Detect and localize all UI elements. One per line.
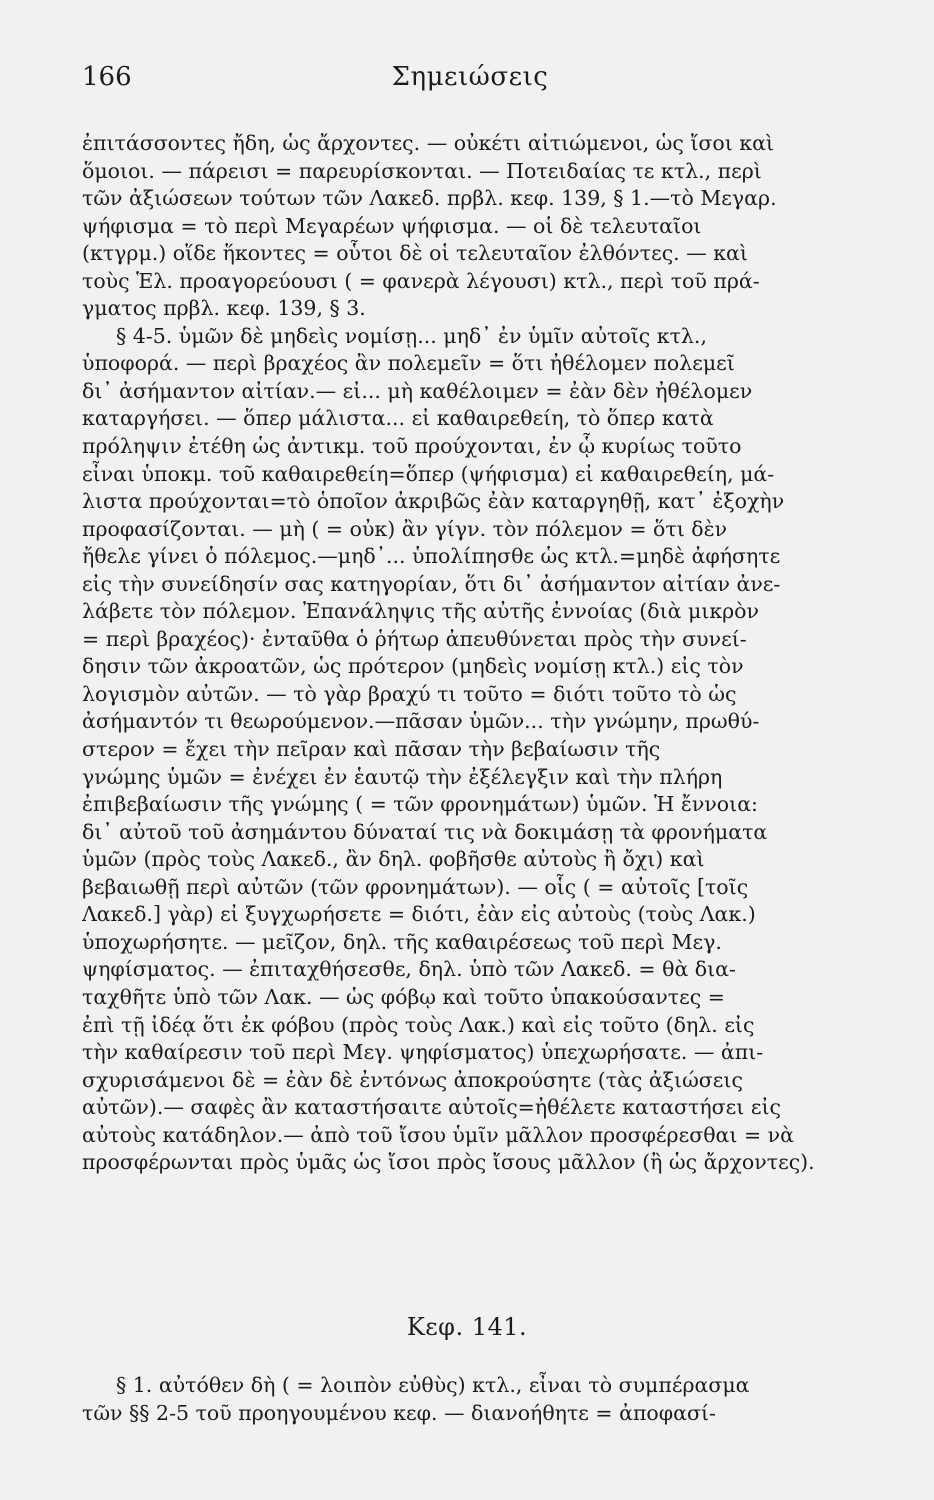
text-line: § 4-5. ὑμῶν δὲ μηδεὶς νομίσῃ... μηδ᾽ ἐν ὑμῖν αὐτοῖς κτλ., xyxy=(116,323,707,348)
text-line: εἶναι ὑποκμ. τοῦ καθαιρεθείη=ὅπερ (ψήφισμα) εἰ καθαιρεθείη, μά- xyxy=(82,461,775,486)
text-line: λιστα προύχονται=τὸ ὁποῖον ἀκριβῶς ἐὰν καταργηθῇ, κατ᾽ ἐξοχὴν xyxy=(82,489,785,514)
text-line: ἀσήμαντόν τι θεωρούμενον.—πᾶσαν ὑμῶν... τὴν γνώμην, πρωθύ- xyxy=(82,709,760,734)
text-line: ψήφισμα = τὸ περὶ Μεγαρέων ψήφισμα. — οἱ δὲ τελευταῖοι xyxy=(82,213,702,238)
text-line: προσφέρωνται πρὸς ὑμᾶς ὡς ἴσοι πρὸς ἴσους μᾶλλον (ἢ ὡς ἄρχοντες). xyxy=(82,1150,815,1175)
text-line: ταχθῆτε ὑπὸ τῶν Λακ. — ὡς φόβῳ καὶ τοῦτο ὑπακούσαντες = xyxy=(82,984,725,1009)
text-line: § 1. αὐτόθεν δὴ ( = λοιπὸν εὐθὺς) κτλ., εἶναι τὸ συμπέρασμα xyxy=(116,1373,750,1397)
running-title: Σημειώσεις xyxy=(391,62,549,92)
chapter-heading: Κεφ. 141. xyxy=(406,1313,528,1341)
text-line: ἐπιτάσσοντες ἤδη, ὡς ἄρχοντες. — οὐκέτι αἰτιώμενοι, ὡς ἴσοι καὶ xyxy=(82,131,774,155)
text-line: γνώμης ὑμῶν = ἐνέχει ἐν ἑαυτῷ τὴν ἐξέλεγξιν καὶ τὴν πλήρη xyxy=(82,764,723,789)
text-line: λογισμὸν αὐτῶν. — τὸ γὰρ βραχύ τι τοῦτο = διότι τοῦτο τὸ ὡς xyxy=(82,681,737,706)
text-line: = περὶ βραχέος)· ἐνταῦθα ὁ ῥήτωρ ἀπευθύνεται πρὸς τὴν συνεί- xyxy=(82,626,747,651)
text-line: ψηφίσματος. — ἐπιταχθήσεσθε, δηλ. ὑπὸ τῶν Λακεδ. = θὰ δια- xyxy=(82,957,736,982)
text-line: ὅμοιοι. — πάρεισι = παρευρίσκονται. — Ποτειδαίας τε κτλ., περὶ xyxy=(82,158,762,183)
text-line: προφασίζονται. — μὴ ( = οὐκ) ἂν γίγν. τὸν πόλεμον = ὅτι δὲν xyxy=(82,516,728,541)
text-line: σχυρισάμενοι δὲ = ἐὰν δὲ ἐντόνως ἀποκρούσητε (τὰς ἀξιώσεις xyxy=(82,1067,743,1092)
text-line: βεβαιωθῇ περὶ αὐτῶν (τῶν φρονημάτων). — οἷς ( = αὐτοῖς [τοῖς xyxy=(82,874,749,899)
text-line: (κτγρμ.) οἵδε ἥκοντες = οὗτοι δὲ οἱ τελευταῖον ἐλθόντες. — καὶ xyxy=(82,241,748,266)
text-line: αὐτῶν).— σαφὲς ἂν καταστήσαιτε αὐτοῖς=ἠθέλετε καταστήσει εἰς xyxy=(82,1095,781,1120)
text-line: τῶν ἀξιώσεων τούτων τῶν Λακεδ. πρβλ. κεφ. 139, § 1.—τὸ Μεγαρ. xyxy=(82,186,777,211)
text-line: ὑποχωρήσητε. — μεῖζον, δηλ. τῆς καθαιρέσεως τοῦ περὶ Μεγ. xyxy=(82,929,722,954)
commentary-text xyxy=(82,130,858,1177)
text-line: Λακεδ.] γὰρ) εἰ ξυγχωρήσετε = διότι, ἐὰν εἰς αὐτοὺς (τοὺς Λακ.) xyxy=(82,902,756,927)
page-number: 166 xyxy=(82,62,132,92)
text-line: πρόληψιν ἐτέθη ὡς ἀντικμ. τοῦ προύχονται, ἐν ᾧ κυρίως τοῦτο xyxy=(82,434,742,459)
text-line: ἤθελε γίνει ὁ πόλεμος.—μηδ᾽... ὑπολίπησθε ὡς κτλ.=μηδὲ ἀφήσητε xyxy=(82,544,781,569)
text-line: τὴν καθαίρεσιν τοῦ περὶ Μεγ. ψηφίσματος) ὑπεχωρήσατε. — ἀπι- xyxy=(82,1040,764,1065)
text-line: ἐπὶ τῇ ἰδέᾳ ὅτι ἐκ φόβου (πρὸς τοὺς Λακ.) καὶ εἰς τοῦτο (δηλ. εἰς xyxy=(82,1012,755,1037)
text-line: γματος πρβλ. κεφ. 139, § 3. xyxy=(82,296,366,321)
text-line: εἰς τὴν συνείδησίν σας κατηγορίαν, ὅτι δι᾽ ἀσήμαντον αἰτίαν ἀνε- xyxy=(82,571,781,596)
text-line: ἐπιβεβαίωσιν τῆς γνώμης ( = τῶν φρονημάτων) ὑμῶν. Ἡ ἔννοια: xyxy=(82,792,758,817)
text-line: δι᾽ αὐτοῦ τοῦ ἀσημάντου δύναταί τις νὰ δοκιμάσῃ τὰ φρονήματα xyxy=(82,819,768,844)
chapter-commentary-text xyxy=(82,1372,858,1427)
text-line: ὑμῶν (πρὸς τοὺς Λακεδ., ἂν δηλ. φοβῆσθε αὐτοὺς ἢ ὄχι) καὶ xyxy=(82,847,705,872)
text-line: στερον = ἔχει τὴν πεῖραν καὶ πᾶσαν τὴν βεβαίωσιν τῆς xyxy=(82,737,661,762)
text-line: τοὺς Ἑλ. προαγορεύουσι ( = φανερὰ λέγουσι) κτλ., περὶ τοῦ πρά- xyxy=(82,268,760,293)
text-line: λάβετε τὸν πόλεμον. Ἐπανάληψις τῆς αὐτῆς ἐννοίας (διὰ μικρὸν xyxy=(82,599,759,624)
text-line: τῶν §§ 2-5 τοῦ προηγουμένου κεφ. — διανοήθητε = ἀποφασί- xyxy=(82,1400,716,1425)
text-line: ὑποφορά. — περὶ βραχέος ἂν πολεμεῖν = ὅτι ἠθέλομεν πολεμεῖ xyxy=(82,351,735,376)
text-line: καταργήσει. — ὅπερ μάλιστα... εἰ καθαιρεθείη, τὸ ὅπερ κατὰ xyxy=(82,406,714,431)
text-line: δησιν τῶν ἀκροατῶν, ὡς πρότερον (μηδεὶς νομίσῃ κτλ.) εἰς τὸν xyxy=(82,654,744,679)
text-line: δι᾽ ἀσήμαντον αἰτίαν.— εἰ... μὴ καθέλοιμεν = ἐὰν δὲν ἠθέλομεν xyxy=(82,378,753,403)
running-head xyxy=(82,62,858,102)
text-line: αὐτοὺς κατάδηλον.— ἀπὸ τοῦ ἴσου ὑμῖν μᾶλλον προσφέρεσθαι = νὰ xyxy=(82,1122,794,1147)
